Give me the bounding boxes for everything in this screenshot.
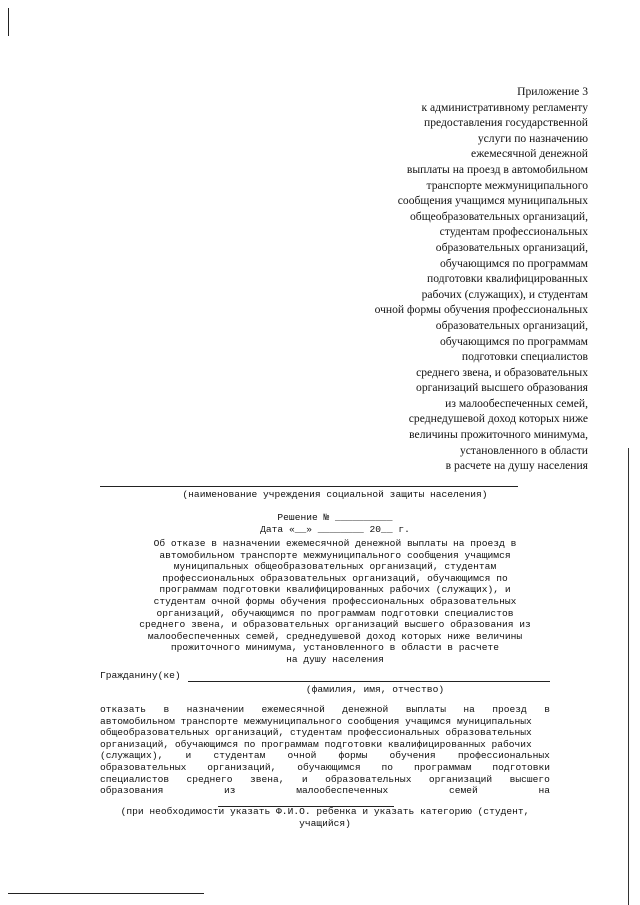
body-word: из (224, 785, 236, 797)
appendix-line: величины прожиточного минимума, (409, 428, 588, 442)
body-word: на (463, 704, 475, 715)
body-word: образовательных (100, 761, 187, 773)
appendix-line: транспорте межмуниципального (426, 178, 588, 192)
appendix-line: предоставления государственной (424, 116, 588, 130)
decision-header (100, 512, 570, 535)
body-word: по (381, 761, 394, 773)
refusal-title (100, 538, 570, 666)
body-word: в (163, 704, 170, 715)
appendix-line: сообщения учащимся муниципальных (397, 194, 588, 208)
appendix-line: среднедушевой доход которых ниже (408, 412, 588, 426)
decision-body (100, 704, 550, 797)
body-text-run: организаций, обучающимся по программам подготовки квалифицированных рабочих (100, 738, 532, 750)
body-word: на (538, 785, 550, 797)
appendix-line: подготовки специалистов (461, 350, 588, 364)
refusal-title-line: на душу населения (286, 653, 384, 665)
body-line (100, 727, 550, 739)
refusal-title-line: прожиточного минимума, установленного в области в расчете (170, 642, 500, 654)
body-word: в (544, 704, 550, 715)
refusal-title-line: студентам очной формы обучения профессиональных образовательных (153, 595, 517, 607)
body-word: обучающимся (297, 761, 361, 773)
body-text-run: общеобразовательных организаций, студентам профессиональных образовательных (100, 727, 532, 739)
refusal-title-line: среднего звена, и образовательных организаций высшего образования из (139, 619, 531, 631)
refusal-title-line: муниципальных общеобразовательных организаций, студентам (173, 561, 497, 573)
institution-caption: (наименование учреждения социальной защиты населения) (182, 489, 488, 500)
citizen-name-field-line (188, 681, 550, 682)
body-word: студентам (213, 750, 266, 762)
institution-name-field-line (100, 486, 518, 487)
appendix-header (288, 84, 588, 474)
body-line (100, 716, 550, 728)
body-word: семей (449, 785, 478, 797)
decision-number-line: Решение № __________ (277, 512, 393, 523)
bottom-rule (8, 893, 204, 894)
body-line (100, 704, 550, 716)
body-line (100, 762, 550, 774)
body-word: подготовки (492, 761, 550, 773)
appendix-line: в расчете на душу населения (445, 459, 588, 473)
appendix-line: организаций высшего образования (416, 381, 588, 395)
body-word: профессиональных (457, 750, 550, 762)
refusal-title-line: профессиональных образовательных организаций, обучающимся по (162, 572, 508, 584)
refusal-title-line: автомобильном транспорте межмуниципального сообщения учащимся (159, 549, 511, 561)
appendix-line: обучающимся по программам (439, 256, 588, 270)
scan-edge-mark-right (628, 448, 629, 905)
appendix-line: среднего звена, и образовательных (416, 365, 588, 379)
body-line (100, 785, 550, 797)
footnote (100, 806, 550, 829)
appendix-line: к административному регламенту (421, 100, 588, 114)
body-word: организаций, (207, 761, 277, 773)
body-word: среднего (186, 773, 233, 785)
footnote-line: (при необходимости указать Ф.И.О. ребенка и указать категорию (студент, (120, 806, 530, 817)
appendix-line: подготовки квалифицированных (427, 272, 588, 286)
body-word: образования (100, 785, 164, 797)
appendix-line: обучающимся по программам (439, 334, 588, 348)
appendix-line: выплаты на проезд в автомобильном (406, 162, 588, 176)
body-word: (служащих), (100, 750, 164, 762)
body-word: очной (287, 750, 317, 762)
appendix-line: из малообеспеченных семей, (445, 396, 588, 410)
appendix-line: установленного в области (459, 443, 588, 457)
name-caption: (фамилия, имя, отчество) (305, 684, 445, 695)
body-word: и (185, 750, 192, 762)
body-word: обучения (389, 750, 436, 762)
body-text-run: автомобильном транспорте межмуниципального сообщения учащимся муниципальных (100, 715, 532, 727)
body-word: проезд (492, 704, 527, 715)
body-word: высшего (509, 773, 550, 785)
body-line (100, 739, 550, 751)
body-line (100, 750, 550, 762)
appendix-line: ежемесячной денежной (471, 147, 588, 161)
refusal-title-line: Об отказе в назначении ежемесячной денежной выплаты на проезд в (153, 538, 517, 549)
refusal-title-line: малообеспеченных семей, среднедушевой доход которых ниже величины (147, 630, 523, 642)
appendix-line: образовательных организаций, (435, 318, 588, 332)
footnote-line: учащийся) (299, 817, 351, 829)
body-word: программам (413, 761, 472, 773)
appendix-line: общеобразовательных организаций, (410, 209, 588, 223)
body-word: отказать (100, 704, 147, 715)
body-word: малообеспеченных (296, 785, 389, 797)
citizen-label: Гражданину(ке) (100, 670, 181, 681)
scan-edge-mark (8, 8, 9, 36)
body-word: образовательных (325, 773, 412, 785)
appendix-line: образовательных организаций, (435, 240, 588, 254)
appendix-title: Приложение 3 (517, 85, 588, 98)
refusal-title-line: организаций, обучающимся по программам подготовки специалистов (156, 607, 514, 619)
refusal-title-line: программам подготовки квалифицированных рабочих (служащих), и (159, 584, 511, 596)
body-word: ежемесячной (261, 704, 325, 715)
appendix-line: студентам профессиональных (439, 225, 588, 239)
body-word: выплаты (405, 704, 446, 715)
body-word: денежной (342, 704, 389, 715)
appendix-line: очной формы обучения профессиональных (374, 303, 588, 317)
body-word: звена, (249, 773, 285, 785)
appendix-line: рабочих (служащих), и студентам (421, 287, 588, 301)
body-word: формы (338, 750, 368, 762)
appendix-line: услуги по назначению (477, 131, 588, 145)
decision-date-line: Дата «__» ________ 20__ г. (260, 523, 410, 535)
body-word: назначении (186, 704, 245, 715)
body-word: организаций (428, 773, 493, 785)
body-word: специалистов (100, 773, 170, 785)
body-word: и (301, 773, 308, 785)
citizen-row (100, 670, 570, 682)
body-line (100, 774, 550, 786)
